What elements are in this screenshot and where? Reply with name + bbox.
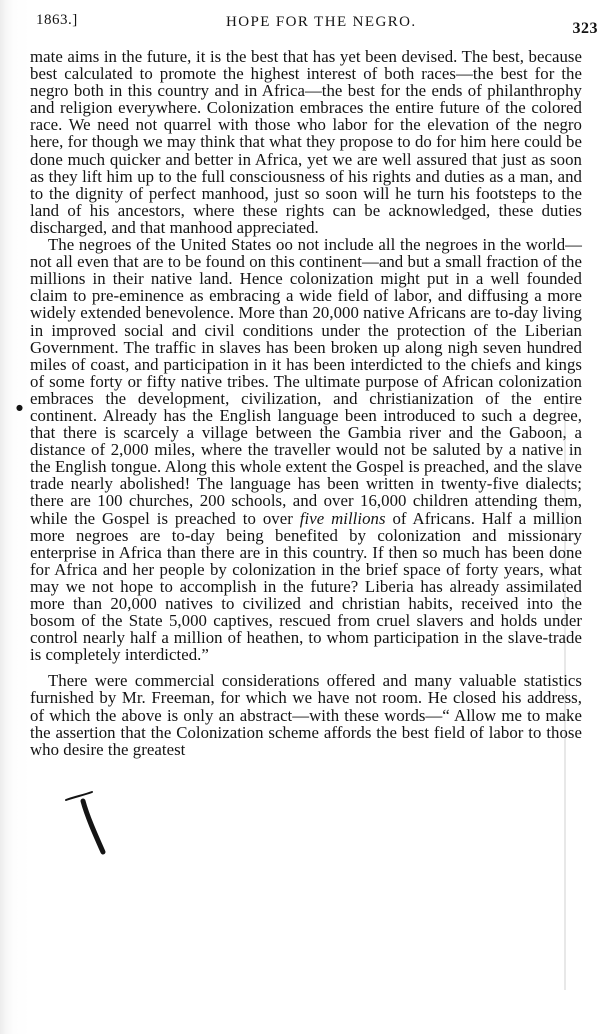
paragraph-negroes-text: The negroes of the United States oo not include all the negroes in the world—not all even that are to be found on this continent—and but a small fraction of the millions in their native land. Hence colonization might put in a well founded claim to pre-eminence as embracing a wide field of labor, and diffusing a more widely extended benevolence. More than 20,000 native Africans are to-day living in improved social and civil conditions under the protection of the Liberian Government. The traffic in slaves has been broken up along nigh seven hundred miles of coast, and participation in it has been interdicted to the chiefs and kings of some forty or fifty native tribes. The ultimate purpose of African colonization embraces the development, civilization, and christianization of the entire continent. Already has the English language been introduced to such a degree, that there is scarcely a village between the Gambia river and the Gaboon, a distance of 2,000 miles, where the traveller would not be saluted by a native in the English tongue. Along this whole extent the Gospel is preached, and the slave trade nearly abolished! The language has been written in twenty-five dialects; there are 100 churches, 200 schools, and over 16,000 children attending them, while the Gospel is preached to over xyxy=(30,235,582,528)
page-number: 323 xyxy=(572,20,598,37)
paragraph-commercial: There were commercial considerations offered and many valuable statistics furnished by Mr. Freeman, for which we have not room. He closed his address, of which the above is only an abstract—with these words—“ Allow me to make the assertion that the Colonization scheme affords the best field of labor to those who desire the greatest xyxy=(30,671,582,759)
emphasis-five-millions: five millions xyxy=(299,508,386,528)
margin-dot-icon: ● xyxy=(16,403,23,412)
header-year: 1863.] xyxy=(36,12,78,28)
paragraph-continued: mate aims in the future, it is the best that has yet been devised. The best, because best calculated to promote the highest interest of both races—the best for the negro both in this country and in Africa—the best for the ends of philanthrophy and religion everywhere. Colonization embraces the entire future of the colored race. We need not quarrel with those who labor for the elevation of the negro here, for though we may think that what they propose to do for him here could be done much quicker and better in Africa, yet we are well assured that just as soon as they lift him up to the full consciousness of his rights and duties as a man, and to the dignity of perfect manhood, just so soon will he turn his footsteps to the land of his ancestors, where these rights can be acknowledged, these duties discharged, and that manhood appreciated. xyxy=(30,47,582,237)
paragraph-negroes-text-continued: of Africans. Half a million more negroes are to-day being benefited by colonization and missionary enterprise in Africa than there are in this country. If then so much has been done for Africa and her people by colonization in the brief space of forty years, what may we not hope to accomplish in the future? Liberia has already assimilated more than 20,000 natives to civilized and christian habits, received into the bosom of the State 5,000 captives, rescued from cruel slavers and holds under control nearly half a million of heathen, to whom participation in the slave-trade is completely interdicted.” xyxy=(30,508,583,665)
header-title: HOPE FOR THE NEGRO. xyxy=(226,14,417,30)
